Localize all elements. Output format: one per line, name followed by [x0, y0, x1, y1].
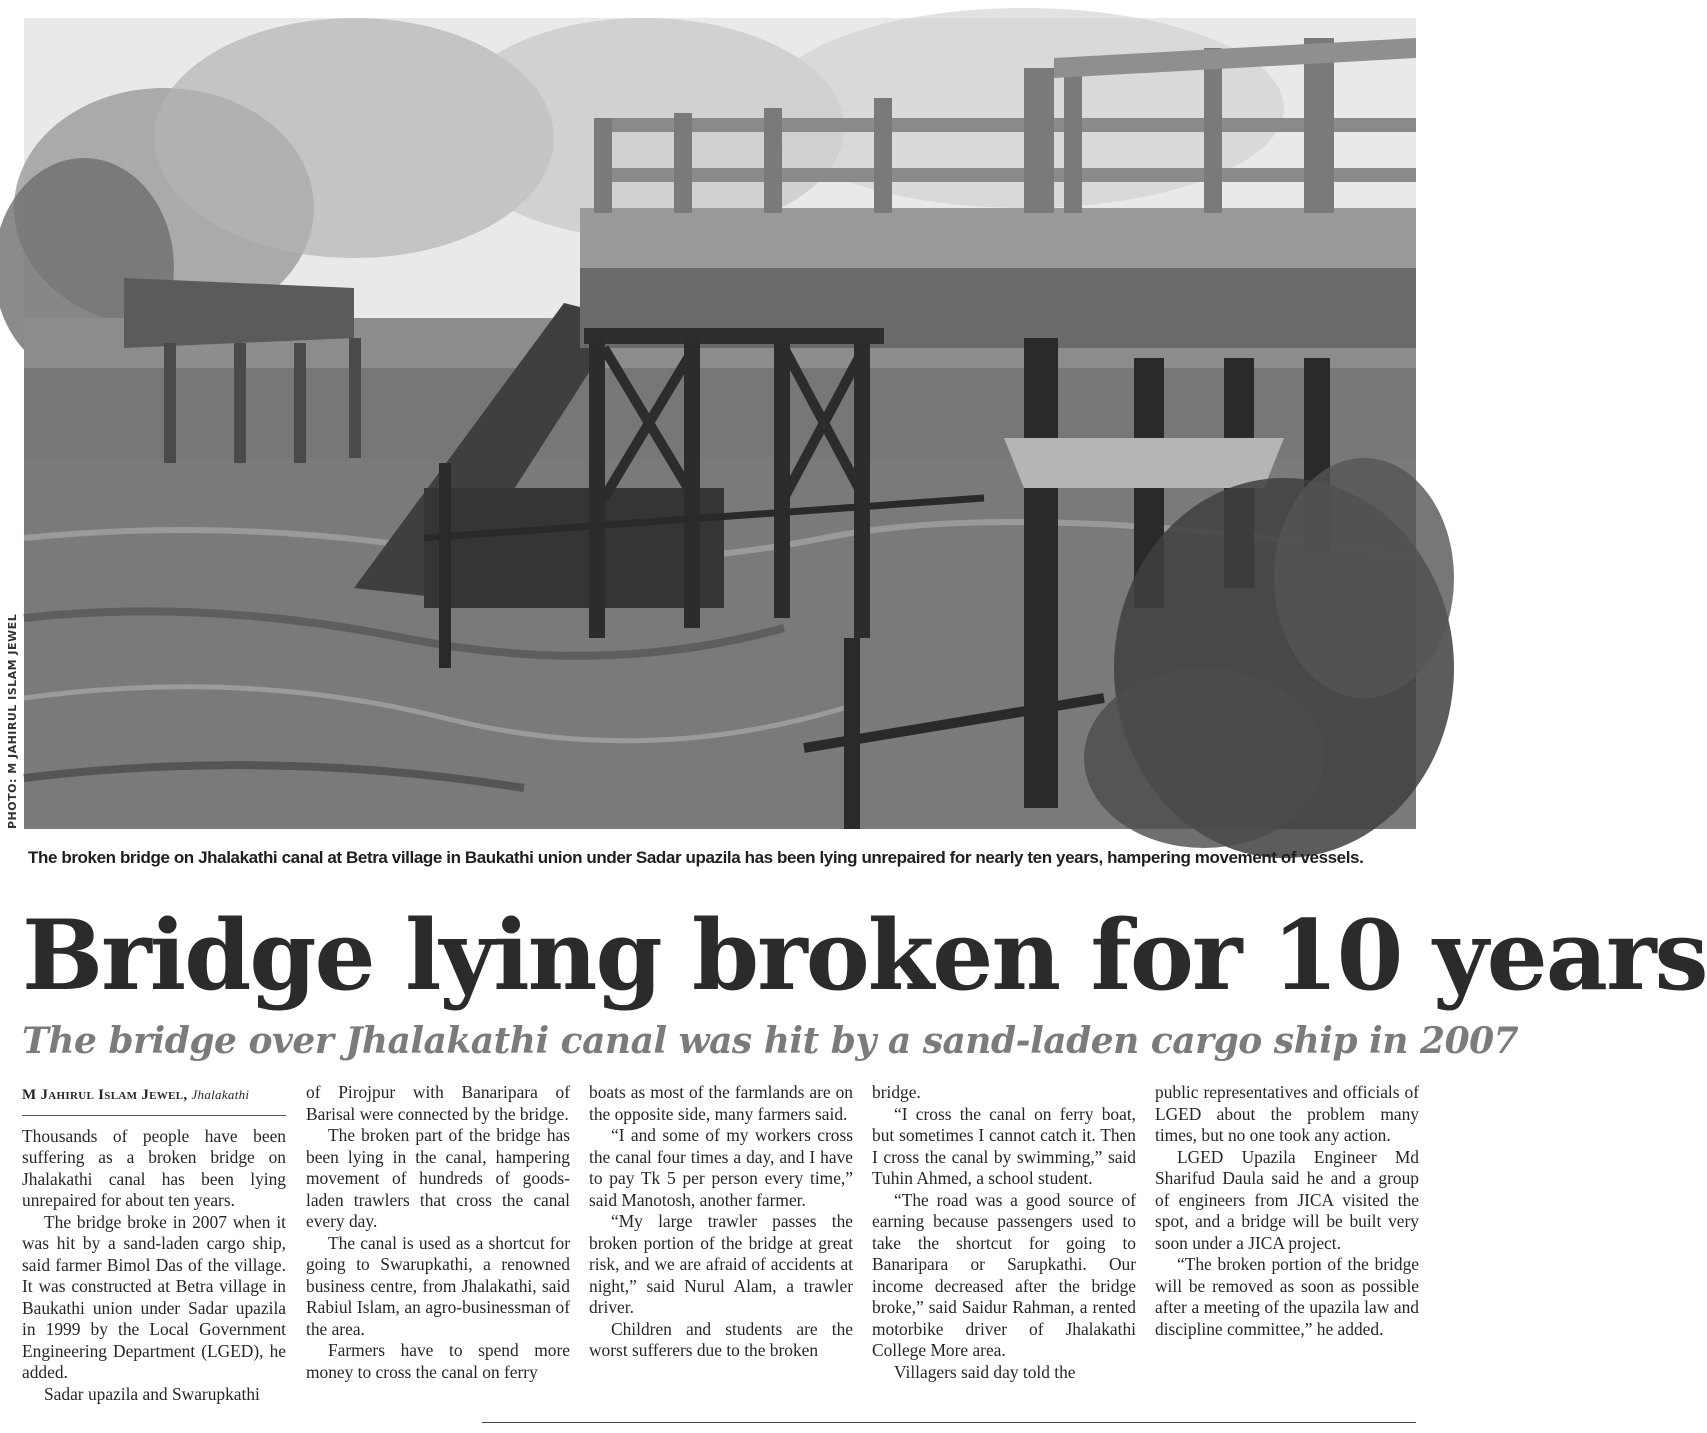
byline — [22, 1082, 286, 1116]
bridge-photo — [24, 18, 1416, 829]
paragraph: LGED Upazila Engineer Md Sharifud Daula said he and a group of engineers from JICA visited the spot, and a bridge will be built very soon under a JICA project. — [1155, 1146, 1419, 1253]
paragraph: The canal is used as a shortcut for going to Swarupkathi, a renowned business centre, from Jhalakathi, said Rabiul Islam, an agro-businessman of the area. — [306, 1232, 570, 1339]
paragraph: boats as most of the farmlands are on the opposite side, many farmers said. — [589, 1082, 853, 1124]
paragraph: Children and students are the worst sufferers due to the broken — [589, 1318, 853, 1360]
article-column-4 — [872, 1082, 1136, 1383]
paragraph: Farmers have to spend more money to cross the canal on ferry — [306, 1340, 570, 1382]
subheadline: The bridge over Jhalakathi canal was hit by a sand-laden cargo ship in 2007 — [22, 1020, 1519, 1062]
paragraph: “I and some of my workers cross the canal four times a day, and I have to pay Tk 5 per person every time,” said Manotosh, another farmer. — [589, 1125, 853, 1210]
paragraph: “The broken portion of the bridge will be removed as soon as possible after a meeting of the upazila law and discipline committee,” he added. — [1155, 1254, 1419, 1339]
paragraph: “My large trawler passes the broken portion of the bridge at great risk, and we are afraid of accidents at night,” said Nurul Alam, a trawler driver. — [589, 1211, 853, 1317]
paragraph: Villagers said day told the — [894, 1361, 1076, 1382]
paragraph: public representatives and officials of LGED about the problem many times, but no one took any action. — [1155, 1082, 1419, 1145]
article-body — [22, 1082, 1418, 1412]
headline: Bridge lying broken for 10 years — [22, 899, 1707, 1012]
article-column-1 — [22, 1082, 286, 1405]
paragraph: of Pirojpur with Banaripara of Barisal were connected by the bridge. — [306, 1082, 570, 1124]
bridge-photo-illustration — [24, 18, 1416, 829]
paragraph: Thousands of people have been suffering as a broken bridge on Jhalakathi canal has been lying unrepaired for about ten years. — [22, 1125, 286, 1210]
article-column-3 — [589, 1082, 853, 1362]
paragraph: “I cross the canal on ferry boat, but sometimes I cannot catch it. Then I cross the canal by swimming,” said Tuhin Ahmed, a school student. — [872, 1103, 1136, 1188]
paragraph: bridge. — [872, 1082, 921, 1102]
paragraph: Sadar upazila and Swarupkathi — [44, 1383, 260, 1404]
byline-location: Jhalakathi — [191, 1087, 250, 1102]
paragraph: “The road was a good source of earning because passengers used to take the shortcut for going to Banaripara or Sarupkathi. Our income decreased after the bridge broke,” said Saidur Rahman, a rented motorbike driver of Jhalakathi College More area. — [872, 1189, 1136, 1360]
paragraph: The bridge broke in 2007 when it was hit by a sand-laden cargo ship, said farmer Bimol Das of the village. It was constructed at Betra village in Baukathi union under Sadar upazila in 1999 by the Local Government Engineering Department (LGED), he added. — [22, 1211, 286, 1382]
article-column-2 — [306, 1082, 570, 1383]
paragraph: The broken part of the bridge has been lying in the canal, hampering movement of hundreds of goods-laden trawlers that cross the canal every day. — [306, 1125, 570, 1231]
article-column-5 — [1155, 1082, 1419, 1340]
photo-caption: The broken bridge on Jhalakathi canal at Betra village in Baukathi union under Sadar upazila has been lying unrepaired for nearly ten years, hampering movement of vessels. — [28, 848, 1364, 867]
byline-author: M Jahirul Islam Jewel, — [22, 1087, 188, 1103]
bottom-rule — [482, 1422, 1416, 1423]
